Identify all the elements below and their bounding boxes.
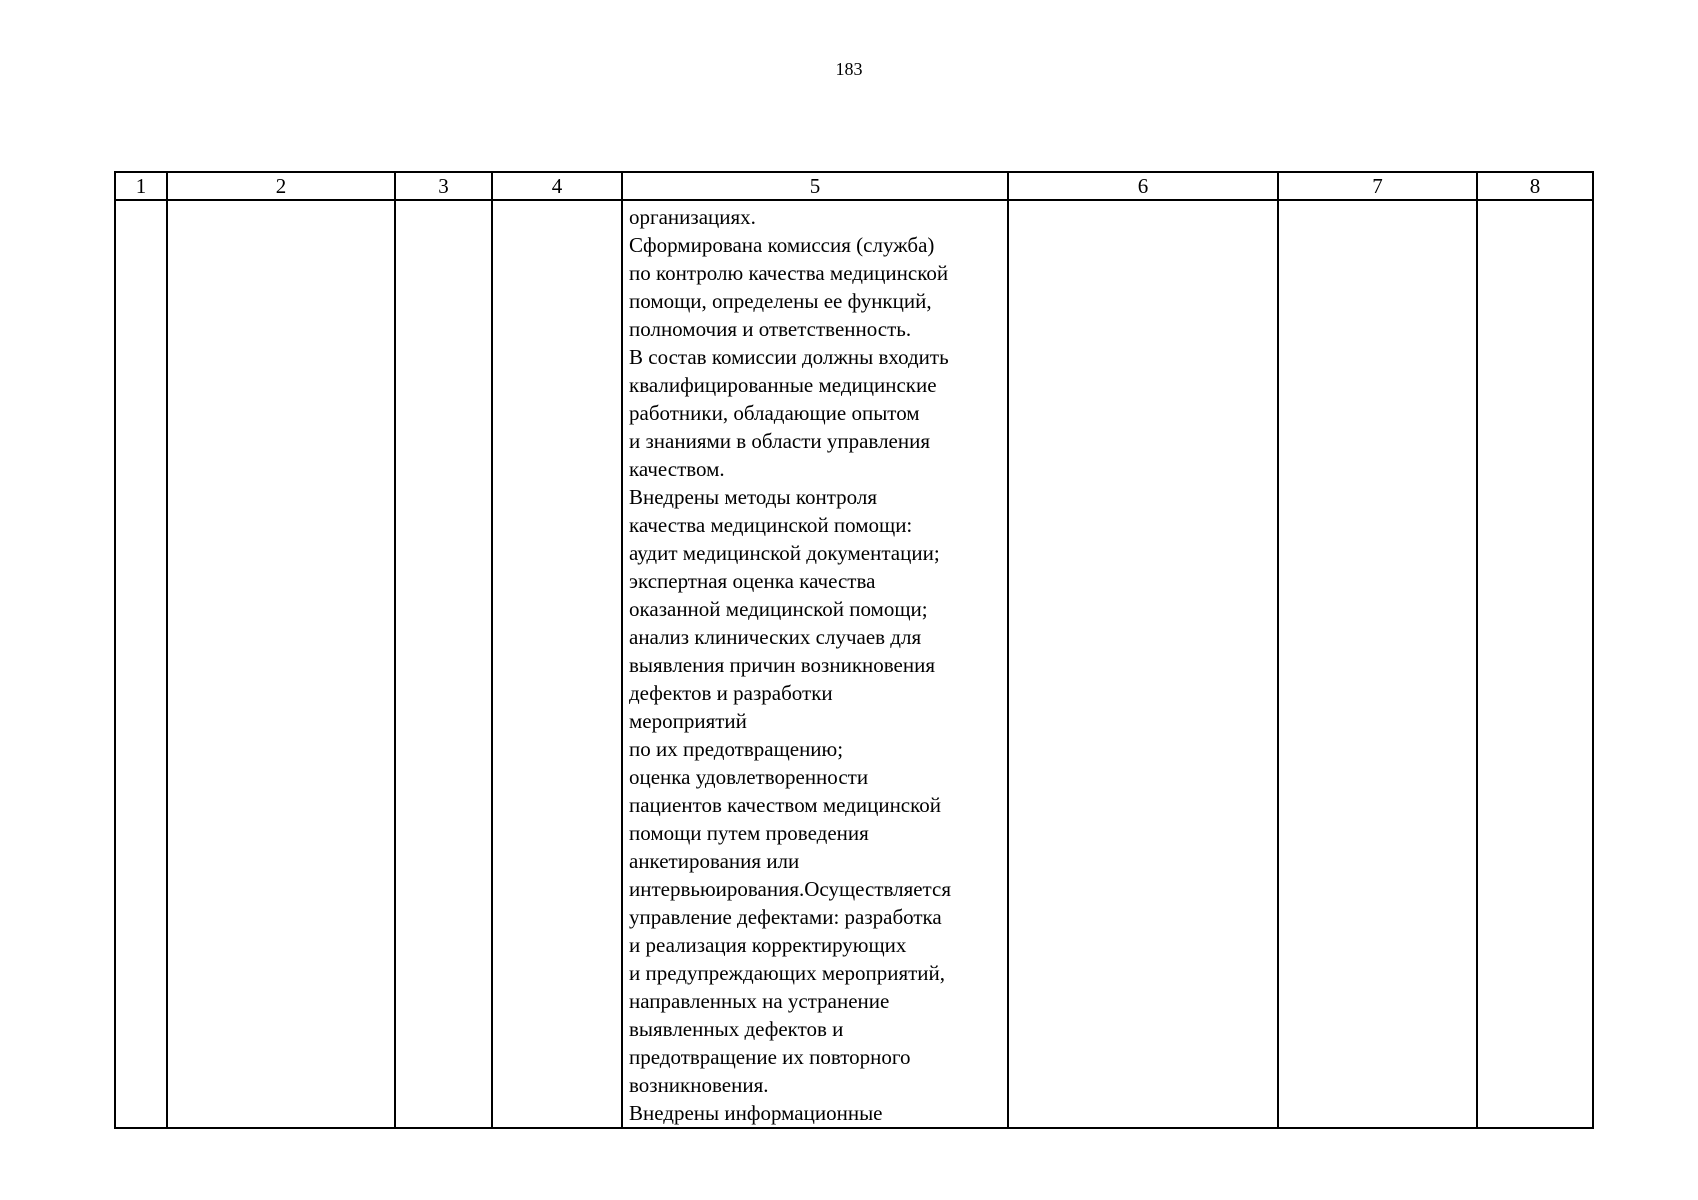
- cell-text-col1: [116, 201, 166, 203]
- table-cell-col7: [1278, 200, 1477, 1128]
- table-cell-col3: [395, 200, 492, 1128]
- column-header-7: 7: [1278, 172, 1477, 200]
- table-cell-col8: [1477, 200, 1593, 1128]
- cell-text-col5: организациях. Сформирована комиссия (служба) по контролю качества медицинской помощи, определены ее функций, полномочия и ответственность. В состав комиссии должны входить квалифицированные медицинские работники, обладающие опытом и знаниями в области управления качеством. Внедрены методы контроля качества медицинской помощи: аудит медицинской документации; экспертная оценка качества оказанной медицинской помощи; анализ клинических случаев для выявления причин возникновения дефектов и разработки мероприятий по их предотвращению; оценка удовлетворенности пациентов качеством медицинской помощи путем проведения анкетирования или интервьюирования.Осуществляется управление дефектами: разработка и реализация корректирующих и предупреждающих мероприятий, направленных на устранение выявленных дефектов и предотвращение их повторного возникновения. Внедрены информационные: [629, 205, 951, 1125]
- table-header-row: [115, 172, 1593, 200]
- column-header-3: 3: [395, 172, 492, 200]
- table-row: [115, 200, 1593, 1128]
- cell-text-col2: [168, 201, 394, 203]
- cell-text-col4: [493, 201, 621, 203]
- column-header-2: 2: [167, 172, 395, 200]
- cell-text-col8: [1478, 201, 1592, 203]
- cell-text-col6: [1009, 201, 1277, 203]
- page-number: 183: [835, 59, 863, 79]
- table-cell-col4: [492, 200, 622, 1128]
- cell-text-col3: [396, 201, 491, 203]
- column-header-5: 5: [622, 172, 1008, 200]
- table-cell-col5: [622, 200, 1008, 1128]
- cell-text-col7: [1279, 201, 1476, 203]
- column-header-8: 8: [1477, 172, 1593, 200]
- table-cell-col6: [1008, 200, 1278, 1128]
- table-cell-col1: [115, 200, 167, 1128]
- document-table: [114, 171, 1594, 1129]
- table-cell-col2: [167, 200, 395, 1128]
- column-header-1: 1: [115, 172, 167, 200]
- column-header-4: 4: [492, 172, 622, 200]
- column-header-6: 6: [1008, 172, 1278, 200]
